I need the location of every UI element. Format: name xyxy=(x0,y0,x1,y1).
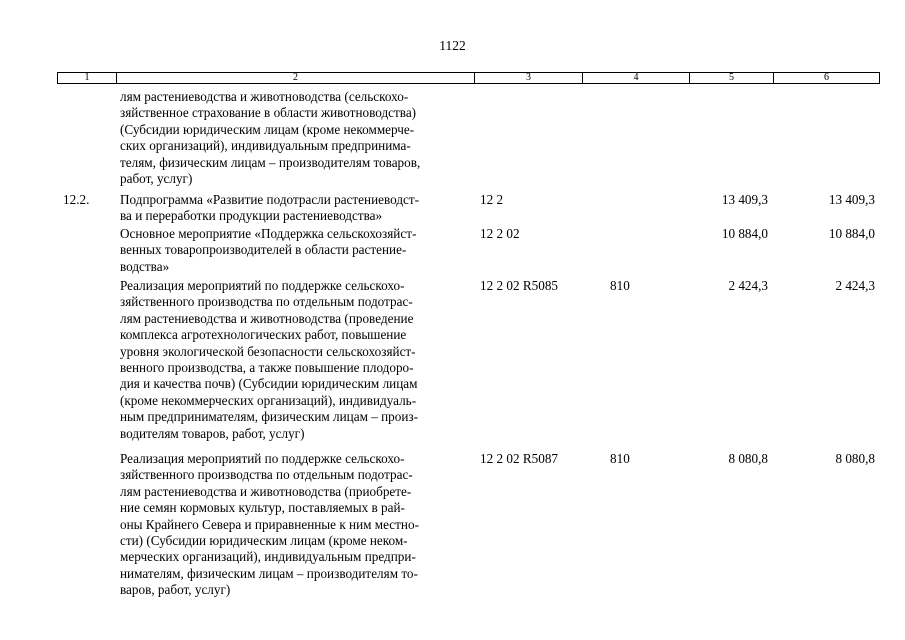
row-description xyxy=(120,89,472,187)
description-line: зяйственное страхование в области животноводства) xyxy=(120,105,417,121)
description-line: ние семян кормовых культур, поставляемых в рай- xyxy=(120,500,405,516)
column-header-3: 3 xyxy=(474,73,582,83)
row-type: 810 xyxy=(610,278,630,293)
description-line: мерческих организаций), индивидуальным предпри- xyxy=(120,549,416,565)
row-sum-1: 2 424,3 xyxy=(728,278,768,293)
description-line: Реализация мероприятий по поддержке сельскохо- xyxy=(120,451,405,466)
description-line: нимателям, физическим лицам – производителям то- xyxy=(120,565,418,581)
description-line: зяйственного производства по отдельным подотрас- xyxy=(120,467,413,483)
description-line: (кроме некоммерческих организаций), индивидуаль- xyxy=(120,392,417,408)
description-line: венных товаропроизводителей в области растение- xyxy=(120,242,407,258)
description-line: ва и переработки продукции растениеводства» xyxy=(120,208,383,224)
row-sum-1: 8 080,8 xyxy=(728,451,768,466)
description-line: дия и качества почв) (Субсидии юридическим лицам xyxy=(120,376,418,392)
row-sum-2: 2 424,3 xyxy=(835,278,875,293)
description-line: телям, физическим лицам – производителям товаров, xyxy=(120,154,421,170)
description-line: лям растениеводства и животноводства (сельскохо- xyxy=(120,89,409,104)
row-sum-2: 8 080,8 xyxy=(835,451,875,466)
description-line: Реализация мероприятий по поддержке сельскохо- xyxy=(120,278,405,293)
row-code: 12 2 02 xyxy=(480,226,520,241)
description-line: Основное мероприятие «Поддержка сельскохозяйст- xyxy=(120,226,417,241)
column-header-4: 4 xyxy=(582,73,689,83)
page-number: 1122 xyxy=(439,38,466,53)
description-line: Подпрограмма «Развитие подотрасли растениеводст- xyxy=(120,192,420,207)
column-header-row xyxy=(57,72,880,84)
row-code: 12 2 02 R5085 xyxy=(480,278,559,293)
description-line: зяйственного производства по отдельным подотрас- xyxy=(120,294,413,310)
description-line: венного производства, а также повышение плодоро- xyxy=(120,360,414,376)
description-line: сти) (Субсидии юридическим лицам (кроме неком- xyxy=(120,533,408,549)
row-sum-2: 13 409,3 xyxy=(828,192,875,207)
description-line: водителям товаров, работ, услуг) xyxy=(120,425,305,441)
row-description xyxy=(120,226,472,275)
column-header-1: 1 xyxy=(84,72,90,83)
row-code: 12 2 02 R5087 xyxy=(480,451,559,466)
description-line: ным предпринимателям, физическим лицам – произ- xyxy=(120,409,419,425)
description-line: лям растениеводства и животноводства (проведение xyxy=(120,310,414,326)
description-line: лям растениеводства и животноводства (приобрете- xyxy=(120,483,412,499)
row-description xyxy=(120,451,472,599)
row-code: 12 2 xyxy=(480,192,504,207)
row-type: 810 xyxy=(610,451,630,466)
description-line: (Субсидии юридическим лицам (кроме некоммерче- xyxy=(120,121,415,137)
row-number: 12.2. xyxy=(63,192,90,207)
row-sum-1: 13 409,3 xyxy=(721,192,768,207)
column-header-2: 2 xyxy=(116,73,474,83)
description-line: комплекса агротехнологических работ, повышение xyxy=(120,327,407,343)
row-sum-1: 10 884,0 xyxy=(721,226,768,241)
description-line: работ, услуг) xyxy=(120,171,193,187)
description-line: водства» xyxy=(120,258,170,274)
description-line: оны Крайнего Севера и приравненные к ним местно- xyxy=(120,516,419,532)
row-sum-2: 10 884,0 xyxy=(828,226,875,241)
description-line: варов, работ, услуг) xyxy=(120,582,231,598)
column-header-5: 5 xyxy=(689,73,773,83)
row-description xyxy=(120,192,472,225)
column-header-6: 6 xyxy=(773,73,879,83)
description-line: ских организаций), индивидуальным предпринима- xyxy=(120,138,411,154)
description-line: уровня экологической безопасности сельскохозяйст- xyxy=(120,343,416,359)
row-description xyxy=(120,278,472,442)
